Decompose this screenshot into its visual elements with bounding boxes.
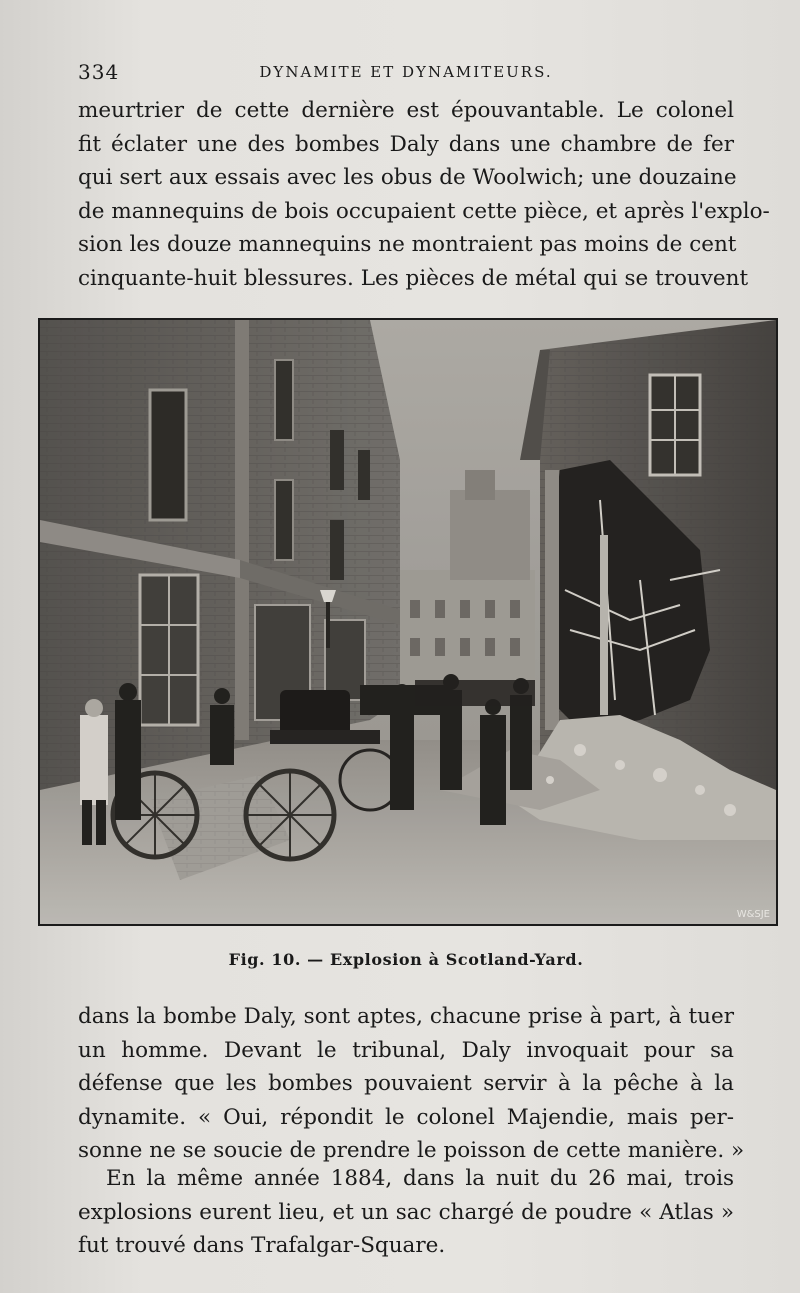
figure-photograph <box>38 318 778 926</box>
text-line: un homme. Devant le tribunal, Daly invoquait pour sa <box>78 1037 734 1063</box>
text-line: meurtrier de cette dernière est épouvantable. Le colonel <box>78 98 734 123</box>
text-line: fit éclater une des bombes Daly dans une chambre de fer <box>78 131 734 157</box>
text-line: cinquante-huit blessures. Les pièces de métal qui se trouvent <box>78 265 749 291</box>
text-line: En la même année 1884, dans la nuit du 26 mai, trois <box>106 1166 734 1191</box>
text-line: défense que les bombes pouvaient servir à la pêche à la <box>78 1071 734 1096</box>
paragraph-top <box>78 94 770 295</box>
engraver-mark: W&SJE <box>736 909 770 920</box>
text-line: explosions eurent lieu, et un sac chargé de poudre « Atlas » <box>78 1199 734 1225</box>
running-head <box>78 60 734 86</box>
text-line: sonne ne se soucie de prendre le poisson de cette manière. » <box>78 1138 745 1163</box>
text-line: fut trouvé dans Trafalgar-Square. <box>78 1233 446 1258</box>
text-line: dans la bombe Daly, sont aptes, chacune prise à part, à tuer <box>78 1004 734 1029</box>
text-line: sion les douze mannequins ne montraient pas moins de cent <box>78 232 737 257</box>
text-line: de mannequins de bois occupaient cette pièce, et après l'explo- <box>78 198 770 224</box>
figure-caption: Fig. 10. — Explosion à Scotland-Yard. <box>228 950 584 969</box>
page-number: 334 <box>78 60 120 84</box>
running-title: DYNAMITE ET DYNAMITEURS. <box>259 63 553 81</box>
text-line: qui sert aux essais avec les obus de Woolwich; une douzaine <box>78 165 737 190</box>
photo-illustration <box>40 320 776 924</box>
paragraph-bottom <box>78 1000 745 1168</box>
paragraph-second <box>78 1162 734 1263</box>
text-line: dynamite. « Oui, répondit le colonel Majendie, mais per- <box>78 1104 734 1130</box>
